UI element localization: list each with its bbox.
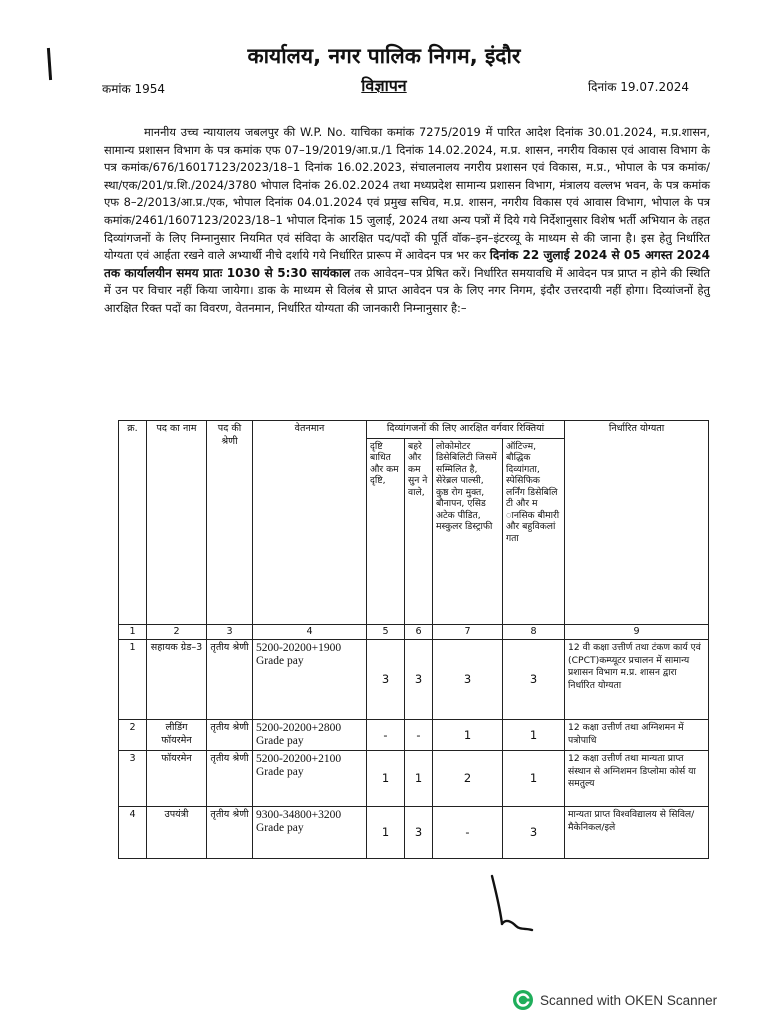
cell-post-name: सहायक ग्रेड–3 <box>147 640 207 720</box>
column-number-row <box>119 624 709 640</box>
header-post-name: पद का नाम <box>147 421 207 625</box>
cell-locomotor-count: 1 <box>433 720 503 751</box>
vacancy-table <box>118 420 709 859</box>
cell-post-class: तृतीय श्रेणी <box>207 720 253 751</box>
cell-visual-count: 1 <box>367 751 405 807</box>
cell-qualification: 12 वी कक्षा उत्तीर्ण तथा टंकण कार्य एवं (CPCT)कम्प्यूटर प्रचालन में सामान्य प्रशासन विभाग म.प्र. शासन द्वारा निर्धारित योग्यता <box>565 640 709 720</box>
cell-post-class: तृतीय श्रेणी <box>207 751 253 807</box>
table-row <box>119 751 709 807</box>
header-pay-scale: वेतनमान <box>253 421 367 625</box>
table-row <box>119 807 709 859</box>
body-text-part1: माननीय उच्च न्यायालय जबलपुर की W.P. No. याचिका कमांक 7275/2019 में पारित आदेश दिनांक 30.01.2024, म.प्र.शासन, सामान्य प्रशासन विभाग के पत्र कमांक एफ 07–19/2019/आ.प्र./1 दिनांक 14.02.2024, म.प्र. शासन, नगरीय विकास एवं आवास विभाग के पत्र कमांक/676/16017123/2023/18–1 दिनांक 16.02.2023, संचालनालय नगरीय प्रशासन एवं विकास, म.प्र., भोपाल के पत्र कमांक/स्था/एक/201/प्र.शि./2024/3780 भोपाल दिनांक 26.02.2024 तथा मध्यप्रदेश सामान्य प्रशासन विभाग, मंत्रालय वल्लभ भवन, के पत्र कमांक एफ 8–2/2013/आ.प्र./एक, भोपाल दिनांक 04.01.2024 एवं प्रमुख सचिव, म.प्र. शासन, नगरीय विकास एवं आवास विभाग, भोपाल के पत्र कमांक/2461/1607123/2023/18–1 भोपाल दिनांक 15 जुलाई, 2024 तथा अन्य पत्रों में दिये गये निर्देशानुसार विशेष भर्ती अभियान के तहत दिव्यांगजनों के लिए निम्नानुसार नियमित एवं संविदा के आरक्षित पद/पदों की पूर्ति वॉक–इन–इंटरव्यू के माध्यम से की जाना है। इस हेतु निर्धारित योग्यता एवं आर्हता रखने वाले अभ्यार्थी नीचे दर्शाये गये निर्धारित प्रारूप में आवेदन पत्र भर कर <box>104 125 710 263</box>
body-text-part2: तक आवेदन–पत्र प्रेषित करें। निर्धारित समयावधि में आवेदन पत्र प्राप्त न होने की स्थिति में उन पर विचार नहीं किया जायेगा। डाक के माध्यम से विलंब से प्राप्त आवेदन पत्र के लिए नगर निगम, इंदौर उत्तरदायी नहीं होगा। दिव्यांजनों हेतु आरक्षित रिक्त पदों का विवरण, वेतनमान, निर्धारित योग्यता की जानकारी निम्नानुसार है:– <box>104 265 710 315</box>
cell-autism-count: 1 <box>503 720 565 751</box>
cell-post-name: उपयंत्री <box>147 807 207 859</box>
subheader-autism-intellectual: ऑटिज्म, बौद्धिक दिव्यांगता, स्पेसिफिक लर्निंग डिसेबिलि टी और म ानसिक बीमारी और बहुविकलां गता <box>503 438 565 624</box>
cell-sno: 3 <box>119 751 147 807</box>
cell-visual-count: 1 <box>367 807 405 859</box>
cell-sno: 1 <box>119 640 147 720</box>
column-number: 9 <box>565 624 709 640</box>
cell-autism-count: 1 <box>503 751 565 807</box>
subheader-locomotor-disability: लोकोमोटर डिसेबिलिटी जिसमें सम्मिलित है, सेरेब्रल पाल्सी, कुष्ठ रोग मुक्त, बौनापन, एसिड अटेक पीडित, मस्कुलर डिस्ट्राफी <box>433 438 503 624</box>
cell-hearing-count: 1 <box>405 751 433 807</box>
notice-date: दिनांक 19.07.2024 <box>588 80 689 94</box>
notice-title: विज्ञापन <box>361 76 407 95</box>
subheader-visual-impairment: दृष्टि बाधित और कम दृष्टि, <box>367 438 405 624</box>
cell-qualification: 12 कक्षा उत्तीर्ण तथा मान्यता प्राप्त संस्थान से अग्निशमन डिप्लोमा कोर्स या समतुल्य <box>565 751 709 807</box>
column-number: 3 <box>207 624 253 640</box>
cell-pay-scale: 5200-20200+2800 Grade pay <box>253 720 367 751</box>
cell-sno: 4 <box>119 807 147 859</box>
notice-body <box>104 124 710 318</box>
cell-visual-count: - <box>367 720 405 751</box>
cell-hearing-count: 3 <box>405 807 433 859</box>
oken-scanner-icon <box>512 989 534 1011</box>
cell-qualification: मान्यता प्राप्त विश्वविद्यालय से सिविल/मैकेनिकल/इले <box>565 807 709 859</box>
table-header-row <box>119 421 709 439</box>
cell-sno: 2 <box>119 720 147 751</box>
cell-hearing-count: 3 <box>405 640 433 720</box>
header-sno: क्र. <box>119 421 147 625</box>
scanner-watermark <box>512 988 717 1012</box>
reference-number: कमांक 1954 <box>102 82 166 96</box>
column-number: 6 <box>405 624 433 640</box>
column-number: 2 <box>147 624 207 640</box>
header-reserved-vacancies: दिव्यांगजनों की लिए आरक्षित वर्गवार रिक्तियां <box>367 421 565 439</box>
column-number: 4 <box>253 624 367 640</box>
cell-pay-scale: 5200-20200+1900 Grade pay <box>253 640 367 720</box>
cell-post-class: तृतीय श्रेणी <box>207 807 253 859</box>
cell-pay-scale: 9300-34800+3200 Grade pay <box>253 807 367 859</box>
column-number: 8 <box>503 624 565 640</box>
column-number: 1 <box>119 624 147 640</box>
body-text-dates: दिनांक 22 जुलाई 2024 से 05 अगस्त 2024 तक कार्यालयीन समय प्रातः 1030 से 5:30 सायंकाल <box>104 248 710 280</box>
cell-pay-scale: 5200-20200+2100 Grade pay <box>253 751 367 807</box>
cell-locomotor-count: 3 <box>433 640 503 720</box>
scanner-text: Scanned with OKEN Scanner <box>540 992 718 1008</box>
office-title: कार्यालय, नगर पालिक निगम, इंदौर <box>247 44 521 68</box>
cell-post-name: लीडिंग फॉयरमेन <box>147 720 207 751</box>
cell-post-class: तृतीय श्रेणी <box>207 640 253 720</box>
cell-hearing-count: - <box>405 720 433 751</box>
column-number: 5 <box>367 624 405 640</box>
cell-qualification: 12 कक्षा उत्तीर्ण तथा अग्निशमन में पत्रोपाधि <box>565 720 709 751</box>
table-row <box>119 640 709 720</box>
cell-post-name: फॉयरमेन <box>147 751 207 807</box>
cell-autism-count: 3 <box>503 640 565 720</box>
header-qualification: निर्धारित योग्यता <box>565 421 709 625</box>
cell-locomotor-count: - <box>433 807 503 859</box>
subheader-hearing-impairment: बहरे और कम सुन ने वाले, <box>405 438 433 624</box>
handwritten-signature <box>486 872 556 942</box>
cell-locomotor-count: 2 <box>433 751 503 807</box>
column-number: 7 <box>433 624 503 640</box>
cell-autism-count: 3 <box>503 807 565 859</box>
header-post-class: पद की श्रेणी <box>207 421 253 625</box>
table-row <box>119 720 709 751</box>
cell-visual-count: 3 <box>367 640 405 720</box>
